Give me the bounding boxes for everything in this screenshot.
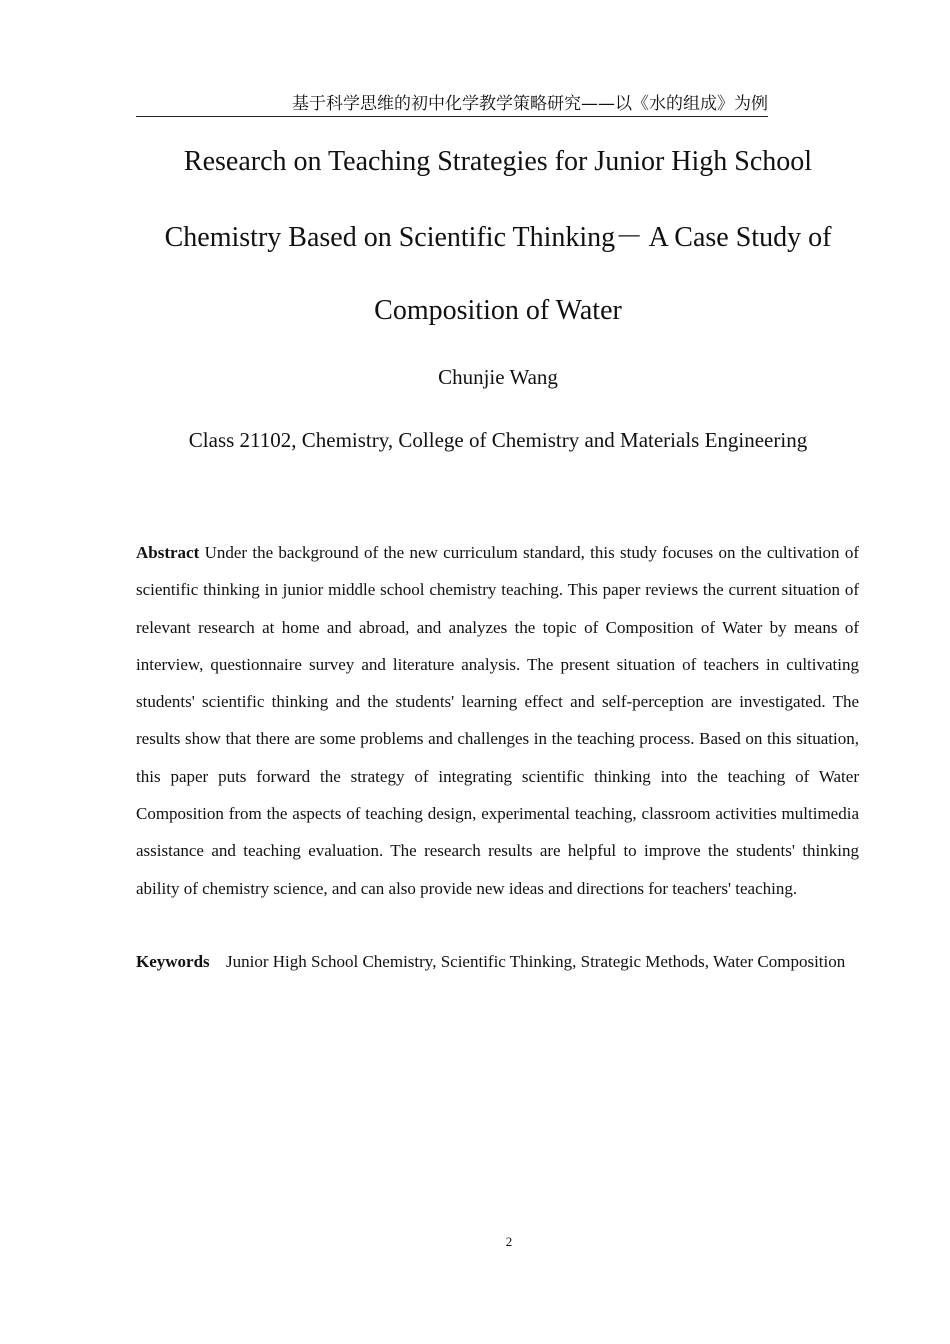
paper-title-line-2: Chemistry Based on Scientific Thinking－ A Case Study of	[164, 222, 832, 253]
running-header-title: 基于科学思维的初中化学教学策略研究——以《水的组成》为例	[292, 94, 768, 114]
abstract-text: Under the background of the new curriculum standard, this study focuses on the cultivation of scientific thinking in junior middle school chemistry teaching. This paper reviews the current situation of relevant research at home and abroad, and analyzes the topic of Composition of Water by means of interview, questionnaire survey and literature analysis. The present situation of teachers in cultivating students' scientific thinking and the students' learning effect and self-perception are investigated. The results show that there are some problems and challenges in the teaching process. Based on this situation, this paper puts forward the strategy of integrating scientific thinking into the teaching of Water Composition from the aspects of teaching design, experimental teaching, classroom activities multimedia assistance and teaching evaluation. The research results are helpful to improve the students' thinking ability of chemistry science, and can also provide new ideas and directions for teachers' teaching.	[136, 543, 860, 898]
keywords-text: Junior High School Chemistry, Scientific Thinking, Strategic Methods, Water Composition	[226, 952, 846, 971]
paper-title-line-1: Research on Teaching Strategies for Junior High School	[183, 146, 813, 177]
paper-title-line-3: Composition of Water	[374, 295, 622, 326]
page-number: 2	[505, 1234, 513, 1249]
abstract-paragraph	[136, 534, 859, 907]
running-header	[136, 92, 768, 117]
author-affiliation: Class 21102, Chemistry, College of Chemistry and Materials Engineering	[188, 428, 808, 452]
abstract-label: Abstract	[136, 543, 200, 562]
keywords-label: Keywords	[136, 952, 210, 971]
author-name: Chunjie Wang	[438, 365, 558, 389]
keywords-paragraph	[136, 943, 859, 980]
